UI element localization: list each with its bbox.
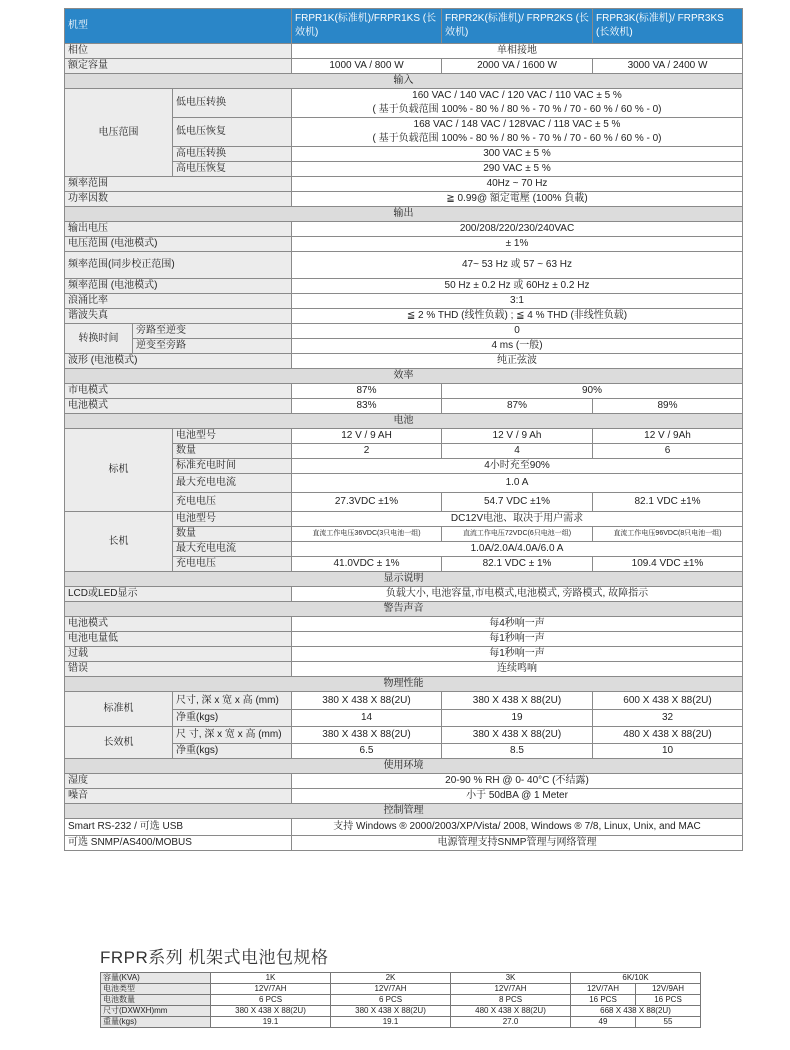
std-charge-voltage-2k: 54.7 VDC ±1% bbox=[442, 493, 593, 512]
pack-weight-cell: 49 bbox=[571, 1017, 636, 1028]
section-battery: 电池 bbox=[65, 414, 743, 429]
pf-label: 功率因数 bbox=[65, 192, 292, 207]
alarm-value: 每4秒响一声 bbox=[292, 617, 743, 632]
high-transfer-value: 300 VAC ± 5 % bbox=[292, 147, 743, 162]
long-charge-voltage-label: 充电电压 bbox=[173, 557, 292, 572]
physical-long-dim-1k: 380 X 438 X 88(2U) bbox=[292, 727, 442, 744]
std-charge-time-label: 标准充电时间 bbox=[173, 459, 292, 474]
humidity-value: 20-90 % RH @ 0- 40°C (不结露) bbox=[292, 774, 743, 789]
physical-std-weight-2k: 19 bbox=[442, 710, 593, 727]
pack-size-cell: 380 X 438 X 88(2U) bbox=[331, 1006, 451, 1017]
std-count-1k: 2 bbox=[292, 444, 442, 459]
header-model-1k: FRPR1K(标准机)/FRPR1KS (长效机) bbox=[292, 9, 442, 44]
pack-count-label: 电池数量 bbox=[101, 995, 211, 1006]
section-alarm: 警告声音 bbox=[65, 602, 743, 617]
bypass-to-inverter-label: 旁路至逆变 bbox=[133, 324, 292, 339]
eff-batt-2k: 87% bbox=[442, 399, 593, 414]
noise-label: 噪音 bbox=[65, 789, 292, 804]
display-value: 负载大小, 电池容量,市电模式,电池模式, 旁路模式, 故障指示 bbox=[292, 587, 743, 602]
physical-long-label: 长效机 bbox=[65, 727, 173, 759]
humidity-label: 湿度 bbox=[65, 774, 292, 789]
eff-batt-1k: 83% bbox=[292, 399, 442, 414]
long-count-3k: 直流工作电压96VDC(8只电池一组) bbox=[593, 527, 743, 542]
eff-batt-label: 电池模式 bbox=[65, 399, 292, 414]
alarm-label: 电池电量低 bbox=[65, 632, 292, 647]
physical-long-dim-label: 尺 寸, 深 x 宽 x 高 (mm) bbox=[173, 727, 292, 744]
pack-type-cell: 12V/7AH bbox=[211, 984, 331, 995]
snmp-value: 电源管理支持SNMP管理与网络管理 bbox=[292, 836, 743, 851]
low-transfer-value: 160 VAC / 140 VAC / 120 VAC / 110 VAC ± 5 % ( 基于负载范围 100% - 80 % / 80 % - 70 % / 70 - 60 % / 60 % - 0) bbox=[292, 89, 743, 118]
std-type-1k: 12 V / 9 AH bbox=[292, 429, 442, 444]
rs232-label: Smart RS-232 / 可选 USB bbox=[65, 819, 292, 836]
snmp-label: 可选 SNMP/AS400/MOBUS bbox=[65, 836, 292, 851]
low-transfer-label: 低电压转换 bbox=[173, 89, 292, 118]
physical-std-dim-2k: 380 X 438 X 88(2U) bbox=[442, 692, 593, 710]
bypass-to-inverter-value: 0 bbox=[292, 324, 743, 339]
eff-ac-2k-3k: 90% bbox=[442, 384, 743, 399]
long-count-2k: 直流工作电压72VDC(6只电池一组) bbox=[442, 527, 593, 542]
display-label: LCD或LED显示 bbox=[65, 587, 292, 602]
waveform-value: 纯正弦波 bbox=[292, 354, 743, 369]
std-count-3k: 6 bbox=[593, 444, 743, 459]
pack-weight-cell: 27.0 bbox=[451, 1017, 571, 1028]
pack-type-cell: 12V/7AH bbox=[571, 984, 636, 995]
vreg-label: 电压范围 (电池模式) bbox=[65, 237, 292, 252]
transfer-time-label: 转换时间 bbox=[65, 324, 133, 354]
header-model: 机型 bbox=[65, 9, 292, 44]
noise-value: 小于 50dBA @ 1 Meter bbox=[292, 789, 743, 804]
pack-count-cell: 8 PCS bbox=[451, 995, 571, 1006]
physical-long-dim-3k: 480 X 438 X 88(2U) bbox=[593, 727, 743, 744]
alarm-label: 过载 bbox=[65, 647, 292, 662]
input-freq-label: 频率范围 bbox=[65, 177, 292, 192]
pack-size-cell: 668 X 438 X 88(2U) bbox=[571, 1006, 701, 1017]
std-type-3k: 12 V / 9Ah bbox=[593, 429, 743, 444]
ups-spec-table bbox=[64, 8, 743, 851]
battery-pack-table bbox=[100, 972, 701, 1028]
physical-std-dim-label: 尺寸, 深 x 宽 x 高 (mm) bbox=[173, 692, 292, 710]
alarm-label: 错误 bbox=[65, 662, 292, 677]
pf-value: ≧ 0.99@ 額定電壓 (100% 負載) bbox=[292, 192, 743, 207]
std-type-label: 电池型号 bbox=[173, 429, 292, 444]
low-recover-value: 168 VAC / 148 VAC / 128VAC / 118 VAC ± 5 % ( 基于负载范围 100% - 80 % / 80 % - 70 % / 70 - 60 % / 60 % - 0) bbox=[292, 118, 743, 147]
thd-value: ≦ 2 % THD (线性负载) ; ≦ 4 % THD (非线性负载) bbox=[292, 309, 743, 324]
freq-sync-label: 频率范围(同步校正范围) bbox=[65, 252, 292, 279]
long-type-label: 电池型号 bbox=[173, 512, 292, 527]
section-efficiency: 效率 bbox=[65, 369, 743, 384]
pack-weight-label: 重量(kgs) bbox=[101, 1017, 211, 1028]
long-count-label: 数量 bbox=[173, 527, 292, 542]
section-physical: 物理性能 bbox=[65, 677, 743, 692]
pack-type-label: 电池类型 bbox=[101, 984, 211, 995]
pack-weight-cell: 55 bbox=[636, 1017, 701, 1028]
pack-size-label: 尺寸(DXWXH)mm bbox=[101, 1006, 211, 1017]
vreg-value: ± 1% bbox=[292, 237, 743, 252]
capacity-1k: 1000 VA / 800 W bbox=[292, 59, 442, 74]
capacity-3k: 3000 VA / 2400 W bbox=[593, 59, 743, 74]
pack-capacity-label: 容量(KVA) bbox=[101, 973, 211, 984]
std-charge-current-label: 最大充电电流 bbox=[173, 474, 292, 493]
alarm-value: 每1秒响一声 bbox=[292, 647, 743, 662]
battery-pack-title: FRPR系列 机架式电池包规格 bbox=[100, 948, 329, 967]
freq-batt-label: 频率范围 (电池模式) bbox=[65, 279, 292, 294]
pack-capacity-cell: 3K bbox=[451, 973, 571, 984]
high-recover-label: 高电压恢复 bbox=[173, 162, 292, 177]
eff-ac-1k: 87% bbox=[292, 384, 442, 399]
physical-std-dim-1k: 380 X 438 X 88(2U) bbox=[292, 692, 442, 710]
waveform-label: 波形 (电池模式) bbox=[65, 354, 292, 369]
long-charge-voltage-3k: 109.4 VDC ±1% bbox=[593, 557, 743, 572]
physical-std-weight-1k: 14 bbox=[292, 710, 442, 727]
physical-std-weight-label: 净重(kgs) bbox=[173, 710, 292, 727]
phase-value: 单相接地 bbox=[292, 44, 743, 59]
physical-long-weight-label: 净重(kgs) bbox=[173, 744, 292, 759]
std-charge-voltage-label: 充电电压 bbox=[173, 493, 292, 512]
std-charge-voltage-3k: 82.1 VDC ±1% bbox=[593, 493, 743, 512]
high-recover-value: 290 VAC ± 5 % bbox=[292, 162, 743, 177]
spec-table-container bbox=[64, 8, 742, 851]
physical-long-weight-1k: 6.5 bbox=[292, 744, 442, 759]
crest-label: 浪涌比率 bbox=[65, 294, 292, 309]
long-count-1k: 直流工作电压36VDC(3只电池一组) bbox=[292, 527, 442, 542]
section-environment: 使用环境 bbox=[65, 759, 743, 774]
pack-weight-cell: 19.1 bbox=[331, 1017, 451, 1028]
section-output: 输出 bbox=[65, 207, 743, 222]
capacity-2k: 2000 VA / 1600 W bbox=[442, 59, 593, 74]
freq-sync-value: 47~ 53 Hz 或 57 ~ 63 Hz bbox=[292, 252, 743, 279]
pack-type-cell: 12V/7AH bbox=[331, 984, 451, 995]
header-row bbox=[65, 9, 743, 44]
inverter-to-bypass-label: 逆变至旁路 bbox=[133, 339, 292, 354]
header-model-3k: FRPR3K(标准机)/ FRPR3KS (长效机) bbox=[593, 9, 743, 44]
alarm-value: 连续鸣响 bbox=[292, 662, 743, 677]
pack-capacity-cell: 1K bbox=[211, 973, 331, 984]
thd-label: 谐波失真 bbox=[65, 309, 292, 324]
pack-type-cell: 12V/9AH bbox=[636, 984, 701, 995]
low-recover-label: 低电压恢复 bbox=[173, 118, 292, 147]
physical-long-dim-2k: 380 X 438 X 88(2U) bbox=[442, 727, 593, 744]
pack-type-cell: 12V/7AH bbox=[451, 984, 571, 995]
long-charge-current-label: 最大充电电流 bbox=[173, 542, 292, 557]
capacity-label: 额定容量 bbox=[65, 59, 292, 74]
std-count-label: 数量 bbox=[173, 444, 292, 459]
long-charge-current-value: 1.0A/2.0A/4.0A/6.0 A bbox=[292, 542, 743, 557]
phase-label: 相位 bbox=[65, 44, 292, 59]
physical-long-weight-3k: 10 bbox=[593, 744, 743, 759]
alarm-label: 电池模式 bbox=[65, 617, 292, 632]
pack-capacity-cell: 6K/10K bbox=[571, 973, 701, 984]
physical-std-weight-3k: 32 bbox=[593, 710, 743, 727]
pack-size-cell: 480 X 438 X 88(2U) bbox=[451, 1006, 571, 1017]
inverter-to-bypass-value: 4 ms (一般) bbox=[292, 339, 743, 354]
eff-batt-3k: 89% bbox=[593, 399, 743, 414]
pack-size-cell: 380 X 438 X 88(2U) bbox=[211, 1006, 331, 1017]
pack-count-cell: 6 PCS bbox=[331, 995, 451, 1006]
header-model-2k: FRPR2K(标准机)/ FRPR2KS (长效机) bbox=[442, 9, 593, 44]
pack-count-cell: 16 PCS bbox=[571, 995, 636, 1006]
battery-pack-table-container bbox=[100, 972, 700, 1028]
std-charge-voltage-1k: 27.3VDC ±1% bbox=[292, 493, 442, 512]
freq-batt-value: 50 Hz ± 0.2 Hz 或 60Hz ± 0.2 Hz bbox=[292, 279, 743, 294]
section-management: 控制管理 bbox=[65, 804, 743, 819]
section-display: 显示说明 bbox=[65, 572, 743, 587]
pack-count-cell: 6 PCS bbox=[211, 995, 331, 1006]
output-voltage-value: 200/208/220/230/240VAC bbox=[292, 222, 743, 237]
section-input: 输入 bbox=[65, 74, 743, 89]
pack-capacity-cell: 2K bbox=[331, 973, 451, 984]
high-transfer-label: 高电压转换 bbox=[173, 147, 292, 162]
std-charge-time-value: 4小时充至90% bbox=[292, 459, 743, 474]
battery-standard-label: 标机 bbox=[65, 429, 173, 512]
rs232-value: 支持 Windows ® 2000/2003/XP/Vista/ 2008, Windows ® 7/8, Linux, Unix, and MAC bbox=[292, 819, 743, 836]
eff-ac-label: 市电模式 bbox=[65, 384, 292, 399]
physical-standard-label: 标准机 bbox=[65, 692, 173, 727]
long-type-value: DC12V电池、取决于用户需求 bbox=[292, 512, 743, 527]
pack-weight-cell: 19.1 bbox=[211, 1017, 331, 1028]
battery-long-label: 长机 bbox=[65, 512, 173, 572]
voltage-range-label: 电压范围 bbox=[65, 89, 173, 177]
std-type-2k: 12 V / 9 Ah bbox=[442, 429, 593, 444]
output-voltage-label: 输出电压 bbox=[65, 222, 292, 237]
long-charge-voltage-1k: 41.0VDC ± 1% bbox=[292, 557, 442, 572]
std-count-2k: 4 bbox=[442, 444, 593, 459]
crest-value: 3:1 bbox=[292, 294, 743, 309]
pack-count-cell: 16 PCS bbox=[636, 995, 701, 1006]
alarm-value: 每1秒响一声 bbox=[292, 632, 743, 647]
std-charge-current-value: 1.0 A bbox=[292, 474, 743, 493]
long-charge-voltage-2k: 82.1 VDC ± 1% bbox=[442, 557, 593, 572]
physical-long-weight-2k: 8.5 bbox=[442, 744, 593, 759]
input-freq-value: 40Hz ~ 70 Hz bbox=[292, 177, 743, 192]
physical-std-dim-3k: 600 X 438 X 88(2U) bbox=[593, 692, 743, 710]
